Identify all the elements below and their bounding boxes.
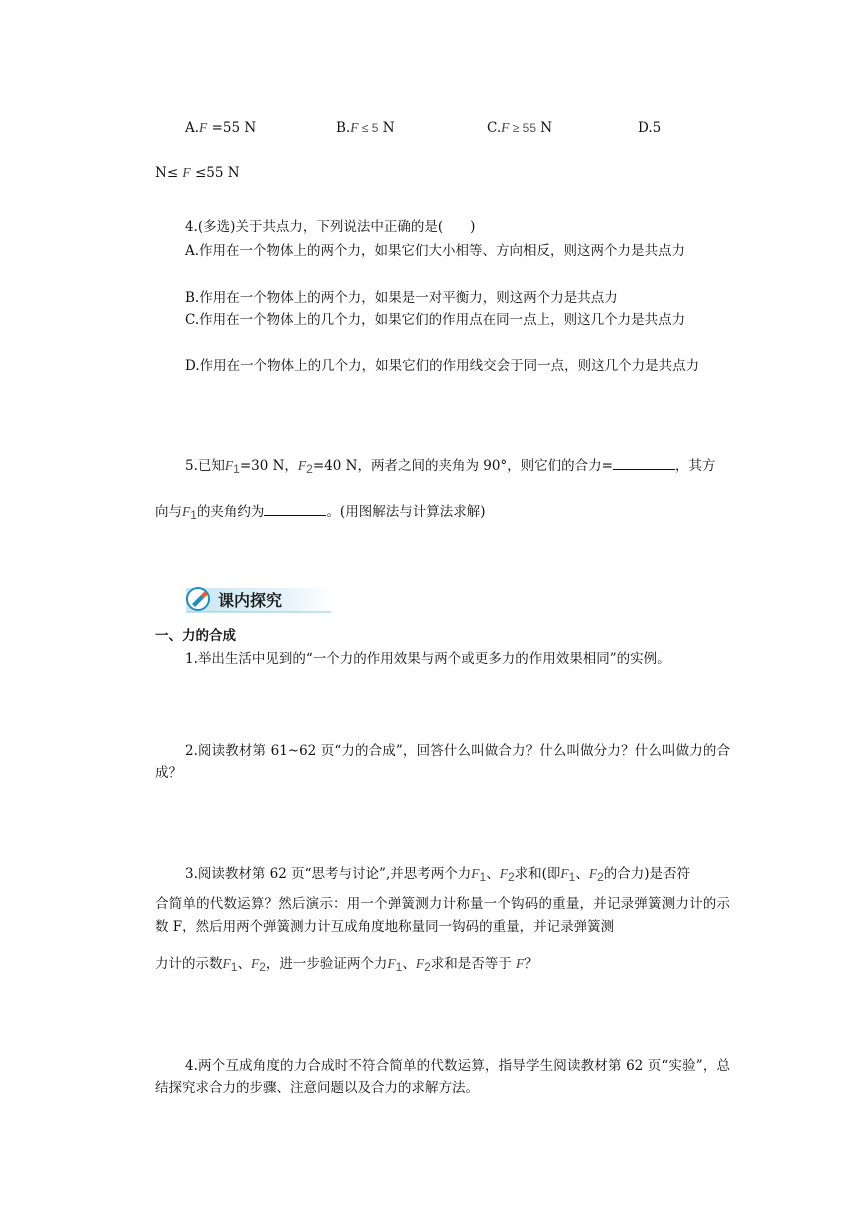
section-badge-label: 课内探究 (218, 591, 283, 610)
pencil-icon (187, 588, 209, 610)
item-3-body: 合简单的代数运算？然后演示：用一个弹簧测力计称量一个钩码的重量，并记录弹簧测力计的示数 F，然后用两个弹簧测力计互成角度地称量同一钩码的重量，并记录弹簧测 (155, 896, 730, 935)
item-2: 2.阅读教材第 61~62 页“力的合成”，回答什么叫做合力？什么叫做分力？什么叫做力的合成？ (155, 743, 730, 781)
item-3-line-1: 3.阅读教材第 62 页“思考与讨论”,并思考两个力$F_1$、$F_2$求和(即$F_1$、$F_2$的合力)是否符 (185, 866, 691, 884)
answer-blank-1[interactable] (613, 455, 675, 470)
section-badge (186, 584, 331, 614)
item-3-last-line: 力计的示数$F_1$、$F_2$，进一步验证两个力$F_1$、$F_2$求和是否等于 F？ (155, 956, 538, 974)
option-b: B.F ≤ 5 N (336, 120, 395, 136)
option-d: D.5 (638, 120, 662, 136)
item-4: 4.两个互成角度的力合成时不符合简单的代数运算，指导学生阅读教材第 62 页“实验”，总结探究求合力的步骤、注意问题以及合力的求解方法。 (155, 1058, 730, 1096)
item-1: 1.举出生活中见到的“一个力的作用效果与两个或更多力的作用效果相同”的实例。 (185, 651, 671, 667)
question-4-option-a: A.作用在一个物体上的两个力，如果它们大小相等、方向相反，则这两个力是共点力 (185, 243, 686, 259)
answer-blank-2[interactable] (264, 501, 326, 516)
option-a: A.F =55 N (185, 120, 257, 136)
question-4-option-c: C.作用在一个物体上的几个力，如果它们的作用点在同一点上，则这几个力是共点力 (185, 312, 686, 328)
question-5: 5.已知$F_1=30$ N，$F_2=40$ N，两者之间的夹角为 90°，则它们的合力= ，其方 (185, 455, 730, 480)
question-4-option-b: B.作用在一个物体上的两个力，如果是一对平衡力，则这两个力是共点力 (185, 290, 618, 306)
question-4-option-d: D.作用在一个物体上的几个力，如果它们的作用线交会于同一点，则这几个力是共点力 (185, 358, 700, 374)
section-badge-graphic (186, 584, 331, 614)
section-subtitle: 一、力的合成 (155, 628, 236, 644)
option-c: C.F ≥ 55 N (487, 120, 553, 136)
option-d-continued: N≤ F ≤55 N (155, 165, 240, 181)
question-4-stem: 4.(多选)关于共点力，下列说法中正确的是( ) (185, 219, 476, 235)
question-5-continued: 向与$F_1$的夹角约为 。(用图解法与计算法求解) (155, 501, 730, 526)
